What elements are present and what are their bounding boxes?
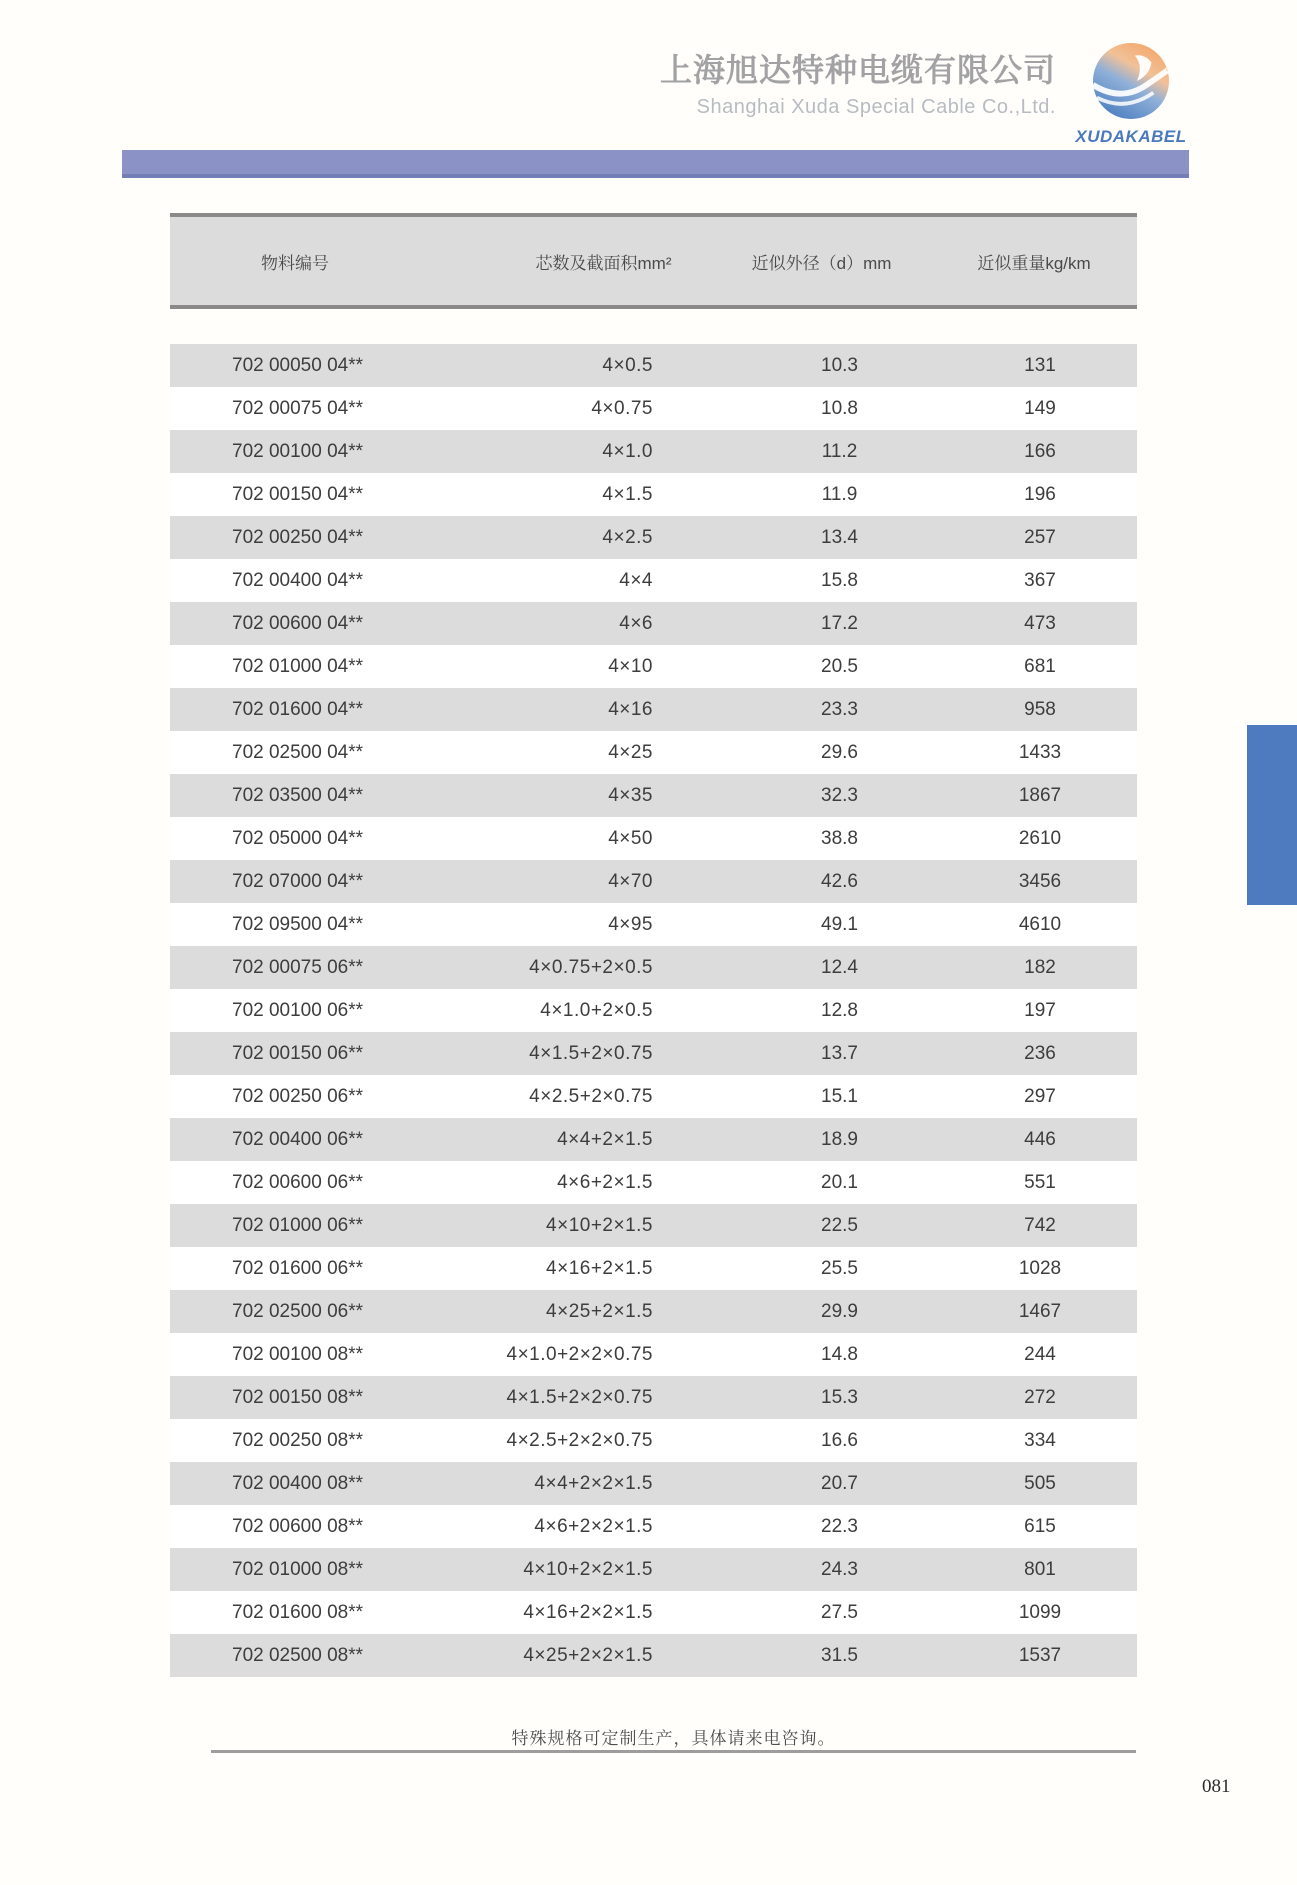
table-cell: 4×1.0 <box>602 441 653 462</box>
table-cell: 182 <box>1024 957 1056 978</box>
table-cell: 4×16 <box>608 699 653 720</box>
table-row <box>170 688 1137 731</box>
table-cell: 702 00400 08** <box>232 1473 364 1494</box>
globe-swoosh-icon <box>1092 42 1170 125</box>
table-cell: 702 00150 04** <box>232 484 364 505</box>
table-cell: 25.5 <box>821 1258 858 1279</box>
table-cell: 244 <box>1024 1344 1056 1365</box>
table-cell: 4×50 <box>608 828 653 849</box>
table-cell: 4×4 <box>619 570 653 591</box>
table-cell: 4×1.5+2×2×0.75 <box>506 1387 653 1408</box>
table-row <box>170 430 1137 473</box>
table-cell: 702 00600 04** <box>232 613 364 634</box>
table-cell: 20.7 <box>821 1473 858 1494</box>
company-logo <box>1070 42 1192 147</box>
table-cell: 11.9 <box>821 484 858 505</box>
table-cell: 4×10 <box>608 656 653 677</box>
table-cell: 20.1 <box>821 1172 858 1193</box>
section-side-tab <box>1247 725 1297 905</box>
table-cell: 551 <box>1024 1172 1056 1193</box>
table-cell: 4610 <box>1018 914 1062 935</box>
table-cell: 10.8 <box>821 398 858 419</box>
table-cell: 2610 <box>1018 828 1062 849</box>
table-row <box>170 1161 1137 1204</box>
table-cell: 257 <box>1024 527 1056 548</box>
table-cell: 4×16+2×1.5 <box>546 1258 653 1279</box>
table-cell: 702 00600 08** <box>232 1516 364 1537</box>
table-cell: 4×1.0+2×0.5 <box>540 1000 653 1021</box>
table-cell: 29.9 <box>821 1301 858 1322</box>
table-cell: 24.3 <box>821 1559 858 1580</box>
table-row <box>170 1548 1137 1591</box>
table-cell: 702 00050 04** <box>232 355 364 376</box>
table-cell: 702 01000 06** <box>232 1215 364 1236</box>
table-cell: 42.6 <box>821 871 858 892</box>
table-cell: 473 <box>1024 613 1056 634</box>
table-row <box>170 1075 1137 1118</box>
table-cell: 702 00100 08** <box>232 1344 364 1365</box>
table-cell: 4×1.5+2×0.75 <box>529 1043 653 1064</box>
table-cell: 4×6+2×2×1.5 <box>534 1516 653 1537</box>
table-cell: 4×25+2×1.5 <box>546 1301 653 1322</box>
company-name-en: Shanghai Xuda Special Cable Co.,Ltd. <box>696 96 1056 118</box>
table-cell: 4×1.5 <box>602 484 653 505</box>
table-cell: 702 02500 08** <box>232 1645 364 1666</box>
table-row <box>170 1118 1137 1161</box>
table-cell: 4×2.5 <box>602 527 653 548</box>
table-cell: 702 03500 04** <box>232 785 364 806</box>
table-cell: 272 <box>1024 1387 1056 1408</box>
table-cell: 702 05000 04** <box>232 828 364 849</box>
table-cell: 702 07000 04** <box>232 871 364 892</box>
table-row <box>170 516 1137 559</box>
table-cell: 702 00150 08** <box>232 1387 364 1408</box>
logo-wordmark: XUDAKABEL <box>1075 127 1187 146</box>
table-row <box>170 1032 1137 1075</box>
table-cell: 4×25+2×2×1.5 <box>523 1645 653 1666</box>
table-cell: 4×95 <box>608 914 653 935</box>
table-row <box>170 903 1137 946</box>
table-cell: 4×4+2×1.5 <box>557 1129 653 1150</box>
table-cell: 15.1 <box>821 1086 858 1107</box>
table-cell: 166 <box>1024 441 1056 462</box>
table-cell: 16.6 <box>821 1430 858 1451</box>
table-cell: 149 <box>1024 398 1056 419</box>
table-cell: 681 <box>1024 656 1056 677</box>
table-cell: 702 01600 08** <box>232 1602 364 1623</box>
table-row <box>170 989 1137 1032</box>
table-cell: 20.5 <box>821 656 858 677</box>
table-body <box>170 344 1137 1677</box>
table-cell: 131 <box>1024 355 1056 376</box>
table-cell: 702 00400 04** <box>232 570 364 591</box>
table-cell: 702 01000 04** <box>232 656 364 677</box>
table-row <box>170 1462 1137 1505</box>
footer-note: 特殊规格可定制生产，具体请来电咨询。 <box>511 1729 836 1748</box>
table-cell: 11.2 <box>821 441 858 462</box>
table-cell: 702 00400 06** <box>232 1129 364 1150</box>
table-cell: 4×2.5+2×2×0.75 <box>506 1430 653 1451</box>
table-cell: 4×10+2×1.5 <box>546 1215 653 1236</box>
table-row <box>170 645 1137 688</box>
table-cell: 1467 <box>1018 1301 1062 1322</box>
table-row <box>170 344 1137 387</box>
table-row <box>170 1634 1137 1677</box>
table-cell: 702 00075 06** <box>232 957 364 978</box>
table-cell: 702 02500 06** <box>232 1301 364 1322</box>
table-cell: 196 <box>1024 484 1056 505</box>
table-cell: 22.5 <box>821 1215 858 1236</box>
table-row <box>170 1333 1137 1376</box>
table-cell: 17.2 <box>821 613 858 634</box>
column-header-outer-diameter: 近似外径（d）mm <box>751 253 892 273</box>
table-cell: 1433 <box>1018 742 1062 763</box>
table-cell: 13.4 <box>821 527 858 548</box>
table-cell: 742 <box>1024 1215 1056 1236</box>
table-cell: 4×0.75+2×0.5 <box>529 957 653 978</box>
header-accent-bar <box>122 150 1189 178</box>
column-header-cores-section: 芯数及截面积mm² <box>535 253 672 273</box>
table-cell: 615 <box>1024 1516 1056 1537</box>
table-cell: 4×16+2×2×1.5 <box>523 1602 653 1623</box>
table-cell: 702 00100 06** <box>232 1000 364 1021</box>
table-cell: 1099 <box>1018 1602 1062 1623</box>
table-cell: 23.3 <box>821 699 858 720</box>
column-header-weight: 近似重量kg/km <box>977 253 1091 273</box>
table-cell: 4×6+2×1.5 <box>557 1172 653 1193</box>
table-row <box>170 387 1137 430</box>
table-cell: 236 <box>1024 1043 1056 1064</box>
table-row <box>170 559 1137 602</box>
table-cell: 702 01600 04** <box>232 699 364 720</box>
company-name-cn: 上海旭达特种电缆有限公司 <box>659 52 1056 88</box>
table-row <box>170 1376 1137 1419</box>
table-row <box>170 1204 1137 1247</box>
table-row <box>170 1591 1137 1634</box>
table-cell: 4×35 <box>608 785 653 806</box>
table-cell: 15.8 <box>821 570 858 591</box>
table-cell: 702 00600 06** <box>232 1172 364 1193</box>
table-cell: 4×6 <box>619 613 653 634</box>
table-cell: 49.1 <box>821 914 858 935</box>
table-cell: 4×4+2×2×1.5 <box>534 1473 653 1494</box>
column-header-material-no: 物料编号 <box>261 253 329 273</box>
table-row <box>170 1505 1137 1548</box>
table-cell: 702 00250 06** <box>232 1086 364 1107</box>
footer-divider <box>211 1750 1136 1753</box>
table-cell: 702 01600 06** <box>232 1258 364 1279</box>
table-cell: 702 00150 06** <box>232 1043 364 1064</box>
table-cell: 702 00250 08** <box>232 1430 364 1451</box>
table-row <box>170 602 1137 645</box>
table-cell: 12.4 <box>821 957 858 978</box>
table-cell: 197 <box>1024 1000 1056 1021</box>
table-cell: 31.5 <box>821 1645 858 1666</box>
table-cell: 702 09500 04** <box>232 914 364 935</box>
table-cell: 4×10+2×2×1.5 <box>523 1559 653 1580</box>
table-row <box>170 473 1137 516</box>
table-cell: 38.8 <box>821 828 858 849</box>
table-cell: 18.9 <box>821 1129 858 1150</box>
table-cell: 14.8 <box>821 1344 858 1365</box>
table-cell: 27.5 <box>821 1602 858 1623</box>
table-cell: 3456 <box>1018 871 1062 892</box>
table-cell: 13.7 <box>821 1043 858 1064</box>
table-cell: 29.6 <box>821 742 858 763</box>
table-cell: 1867 <box>1018 785 1062 806</box>
table-cell: 702 01000 08** <box>232 1559 364 1580</box>
table-row <box>170 774 1137 817</box>
table-cell: 801 <box>1024 1559 1056 1580</box>
table-cell: 297 <box>1024 1086 1056 1107</box>
table-cell: 958 <box>1024 699 1056 720</box>
table-cell: 702 00100 04** <box>232 441 364 462</box>
table-cell: 12.8 <box>821 1000 858 1021</box>
table-cell: 4×70 <box>608 871 653 892</box>
table-cell: 10.3 <box>821 355 858 376</box>
table-cell: 15.3 <box>821 1387 858 1408</box>
table-cell: 446 <box>1024 1129 1056 1150</box>
table-cell: 367 <box>1024 570 1056 591</box>
table-cell: 4×2.5+2×0.75 <box>529 1086 653 1107</box>
table-row <box>170 1247 1137 1290</box>
table-cell: 1028 <box>1018 1258 1062 1279</box>
table-cell: 4×1.0+2×2×0.75 <box>506 1344 653 1365</box>
table-cell: 702 00075 04** <box>232 398 364 419</box>
table-cell: 22.3 <box>821 1516 858 1537</box>
table-row <box>170 1419 1137 1462</box>
table-cell: 505 <box>1024 1473 1056 1494</box>
table-row <box>170 860 1137 903</box>
page-number: 081 <box>1202 1776 1231 1797</box>
table-cell: 702 02500 04** <box>232 742 364 763</box>
table-cell: 4×25 <box>608 742 653 763</box>
table-header-row <box>170 213 1137 309</box>
table-row <box>170 946 1137 989</box>
table-row <box>170 817 1137 860</box>
company-header <box>660 50 1056 120</box>
table-cell: 4×0.5 <box>602 355 653 376</box>
table-cell: 1537 <box>1018 1645 1062 1666</box>
table-cell: 4×0.75 <box>591 398 653 419</box>
table-cell: 334 <box>1024 1430 1056 1451</box>
table-cell: 32.3 <box>821 785 858 806</box>
cable-spec-table <box>170 213 1137 1677</box>
table-cell: 702 00250 04** <box>232 527 364 548</box>
table-row <box>170 731 1137 774</box>
table-row <box>170 1290 1137 1333</box>
